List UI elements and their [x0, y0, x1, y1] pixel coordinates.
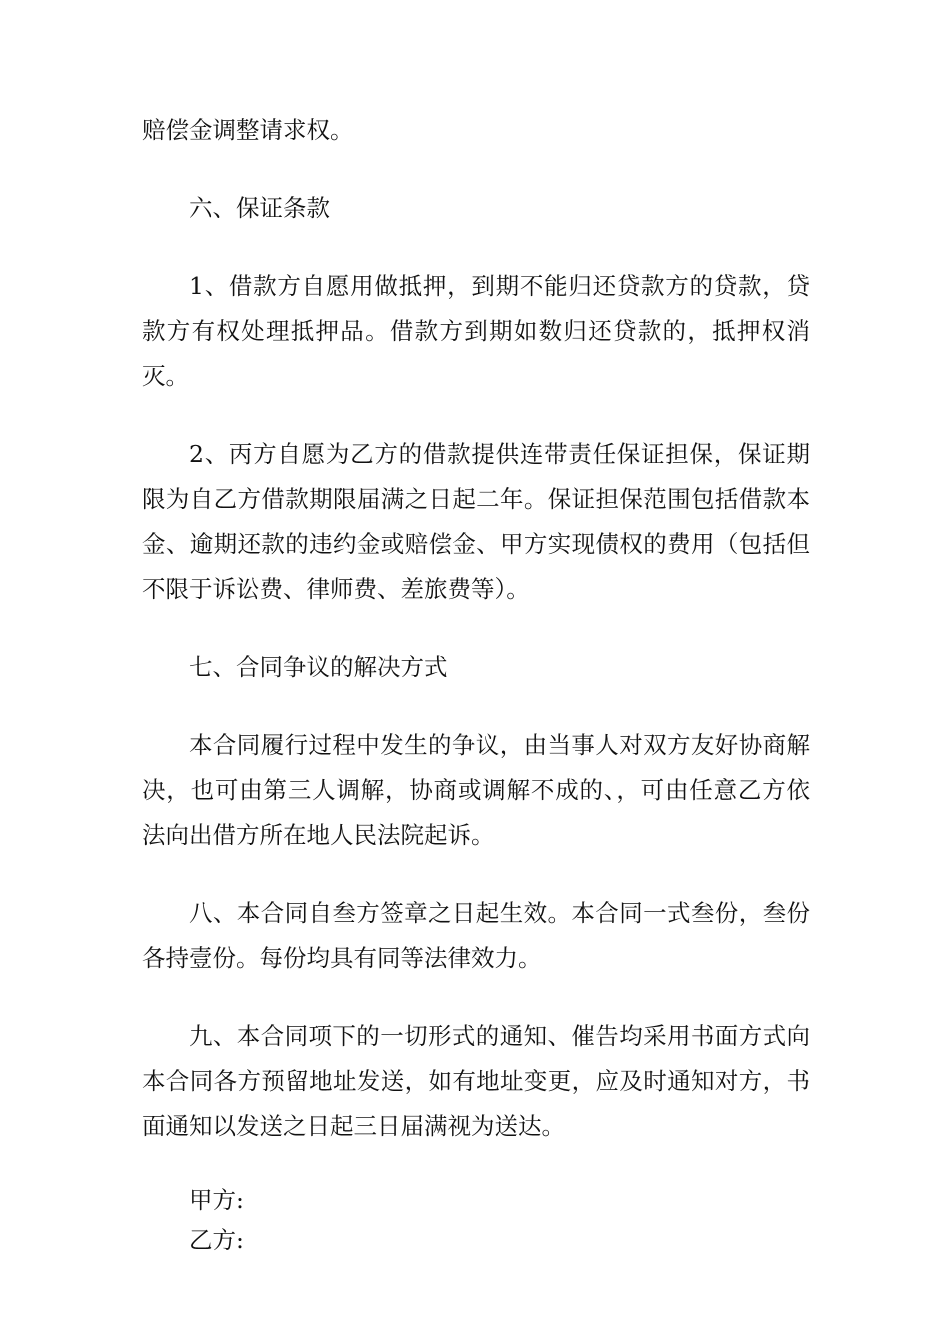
signature-block [142, 1180, 810, 1260]
clause-joint-guarantee: 2、丙方自愿为乙方的借款提供连带责任保证担保，保证期限为自乙方借款期限届满之日起二年。保证担保范围包括借款本金、逾期还款的违约金或赔偿金、甲方实现债权的费用（包括但不限于诉讼费、律师费、差旅费等）。 [142, 440, 810, 603]
section-heading-guarantee: 六、保证条款 [189, 194, 330, 222]
clause-notices: 九、本合同项下的一切形式的通知、催告均采用书面方式向本合同各方预留地址发送，如有地址变更，应及时通知对方，书面通知以发送之日起三日届满视为送达。 [142, 1022, 810, 1140]
clause-dispute-resolution: 本合同履行过程中发生的争议，由当事人对双方友好协商解决，也可由第三人调解，协商或调解不成的、，可由任意乙方依法向出借方所在地人民法院起诉。 [142, 731, 810, 849]
paragraph-continuation: 赔偿金调整请求权。 [142, 116, 354, 144]
document-page [142, 108, 810, 1260]
section-heading-dispute: 七、合同争议的解决方式 [189, 653, 448, 681]
clause-effectiveness: 八、本合同自叁方签章之日起生效。本合同一式叁份，叁份各持壹份。每份均具有同等法律效力。 [142, 899, 810, 972]
signature-party-b: 乙方: [189, 1226, 244, 1254]
signature-party-a: 甲方: [189, 1186, 244, 1214]
clause-collateral: 1、借款方自愿用做抵押，到期不能归还贷款方的贷款，贷款方有权处理抵押品。借款方到期如数归还贷款的，抵押权消灭。 [142, 272, 810, 390]
